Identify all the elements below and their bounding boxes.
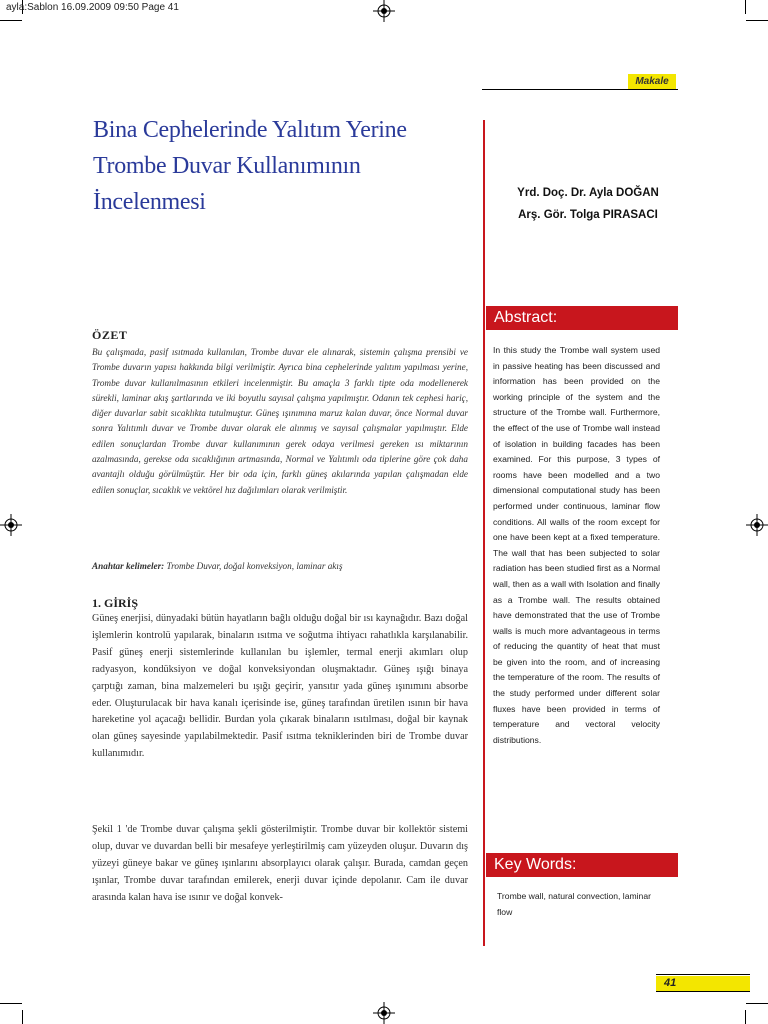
section-heading: 1. GİRİŞ	[92, 596, 139, 610]
author-name: Arş. Gör. Tolga PIRASACI	[518, 209, 658, 221]
registration-mark-icon	[0, 514, 22, 536]
article-title	[93, 112, 483, 220]
crop-mark	[0, 20, 22, 21]
author-name: Yrd. Doç. Dr. Ayla DOĞAN	[517, 187, 659, 199]
print-slug: ayla:Sablon 16.09.2009 09:50 Page 41	[6, 2, 179, 13]
body-paragraph: Güneş enerjisi, dünyadaki bütün hayatların bağlı olduğu doğal bir ısı kaynağıdır. Bazı doğal işlemlerin kontrolü yapılarak, binaların ısıtma ve soğutma ihtiyacı rahatlıkla karşılanabilir. Pasif güneş enerji sistemlerinde kullanılan bu işlemler, termal enerji akımları olup radyasyon, kondüksiyon ve doğal konveksiyondan oluşmaktadır. Güneş ışığı binaya çarptığı zaman, bina malzemeleri bu ışığı geçirir, yansıtır yada güneş ışınımını absorbe eder. Oluşturulacak bir hava kanalı içerisinde ise, güneş tarafından üretilen ısının bir hava hareketine yol açacağı bellidir. Burdan yola çıkarak binaların ısıtılması, doğal bir kaynak olan güneş sayesinde yapılabilmektedir. Pasif ısıtma tekniklerinden biri de Trombe duvar kullanımıdır.	[92, 613, 468, 760]
crop-mark	[0, 1003, 22, 1004]
authors	[498, 182, 678, 226]
crop-mark	[745, 0, 746, 14]
column-divider	[483, 120, 485, 946]
turkish-keywords	[92, 561, 468, 571]
page-number: 41	[656, 976, 750, 991]
crop-mark	[745, 1010, 746, 1024]
title-line: Bina Cephelerinde Yalıtım Yerine	[93, 117, 407, 143]
footer-rule	[656, 974, 750, 975]
key-words-heading: Key Words:	[486, 853, 678, 877]
crop-mark	[746, 20, 768, 21]
footer-rule	[656, 991, 750, 992]
section-rule	[482, 89, 678, 90]
registration-mark-icon	[746, 514, 768, 536]
registration-mark-icon	[373, 1002, 395, 1024]
body-paragraph: Şekil 1 'de Trombe duvar çalışma şekli gösterilmiştir. Trombe duvar bir kollektör sistemi olup, duvar ve duvardan belli bir mesafeye yerleştirilmiş cam yüzeyden oluşur. Duvarın dış yüzeyi güneye bakar ve güneş ışınlarını absorplayıcı olarak çalışır. Burada, camdan geçen ışınlar, Trombe duvar tarafından emilerek, enerji duvar içinde depolanır. Cam ile duvar arasında kalan hava ise ısınır ve doğal konvek-	[92, 824, 468, 903]
ozet-heading: ÖZET	[92, 328, 128, 342]
title-line: Trombe Duvar Kullanımının	[93, 153, 361, 179]
keywords-text: Trombe Duvar, doğal konveksiyon, laminar akış	[164, 561, 343, 571]
ozet-text: Bu çalışmada, pasif ısıtmada kullanılan, Trombe duvar ele alınarak, sistemin çalışma prensibi ve Trombe duvarın yapısı hakkında bilgi verilmiştir. Ayrıca bina cephelerinde yalıtım yapılması yerine, Trombe duvar kullanılmasının etkileri incelenmiştir. Bu amaçla 3 farklı tipte oda modellenerek sürekli, laminar akış şartlarında ve iki boyutlu sayısal çalışma yapılmıştır. Odanın tek cephesi hariç, diğer duvarlar sabit sıcaklıkta tutulmuştur. Güneş ışınımına maruz kalan duvar, önce Normal duvar sonra Yalıtımlı duvar ve Trombe duvar olarak ele alınmış ve sayısal çalışmalar yapılmıştır. Elde edilen sonuçlardan Trombe duvar kullanımının gerek odaya verilmesi gereken ısı miktarının azalmasında, gerekse oda sıcaklığının artmasında, Normal ve Yalıtımlı oda tiplerine göre çok daha avantajlı olduğu görülmüştür. Her bir oda için, farklı güneş akılarında yapılan çalışmadan elde edilen sonuçlar, sıcaklık ve vektörel hız dağılımları olarak verilmiştir.	[92, 347, 468, 495]
key-words-text: Trombe wall, natural convection, laminar flow	[497, 891, 651, 917]
title-line: İncelenmesi	[93, 189, 206, 215]
section-tag: Makale	[628, 74, 676, 90]
abstract-heading: Abstract:	[486, 306, 678, 330]
keywords-label: Anahtar kelimeler:	[92, 561, 165, 571]
crop-mark	[22, 1010, 23, 1024]
registration-mark-icon	[373, 0, 395, 22]
crop-mark	[746, 1003, 768, 1004]
abstract-text: In this study the Trombe wall system used in passive heating has been discussed and information has been provided on the working principle of the system and the structure of the Trombe wall. Furthermore, the effect of the use of Trombe wall instead of isolation in building facades has been examined. For this purpose, 3 types of rooms have been modelled and a two dimensional computational study has been performed under continuous, laminar flow conditions. All walls of the room except for one have been kept at a fixed temperature. The wall that has been subjected to solar radiation has been studied first as a Normal wall, then as a wall with Isolation and finally as a Trombe wall. The results obtained have demonstrated that the use of Trombe walls is much more advantageous in terms of reducing the quantity of heat that must be given into the room, and of increasing the temperature of the room. The results of the study performed under different solar fluxes have been provided in terms of temperature and vectoral velocity distributions.	[493, 345, 660, 745]
